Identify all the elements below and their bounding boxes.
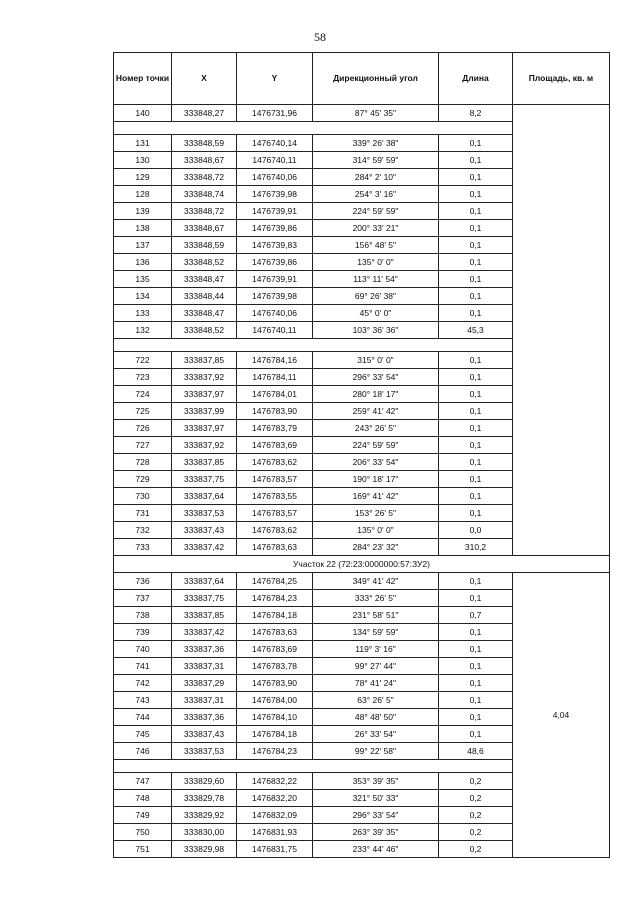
y-cell: 1476784,25 — [237, 573, 313, 590]
length-cell: 0,1 — [439, 135, 513, 152]
x-cell: 333848,52 — [172, 322, 237, 339]
y-cell: 1476832,22 — [237, 773, 313, 790]
length-cell: 8,2 — [439, 105, 513, 122]
length-cell: 0,1 — [439, 590, 513, 607]
angle-cell: 349° 41' 42" — [313, 573, 439, 590]
point-number-cell: 733 — [114, 539, 172, 556]
angle-cell: 259° 41' 42" — [313, 403, 439, 420]
angle-cell: 200° 33' 21" — [313, 220, 439, 237]
x-cell: 333837,64 — [172, 488, 237, 505]
point-number-cell: 725 — [114, 403, 172, 420]
length-cell: 0,2 — [439, 824, 513, 841]
spacer-cell — [114, 122, 513, 135]
y-cell: 1476783,63 — [237, 539, 313, 556]
header-angle: Дирекционный угол — [313, 53, 439, 105]
x-cell: 333848,72 — [172, 203, 237, 220]
y-cell: 1476784,18 — [237, 607, 313, 624]
length-cell: 0,7 — [439, 607, 513, 624]
point-number-cell: 738 — [114, 607, 172, 624]
angle-cell: 353° 39' 35" — [313, 773, 439, 790]
point-number-cell: 736 — [114, 573, 172, 590]
length-cell: 0,1 — [439, 288, 513, 305]
x-cell: 333848,59 — [172, 135, 237, 152]
point-number-cell: 138 — [114, 220, 172, 237]
length-cell: 0,1 — [439, 675, 513, 692]
y-cell: 1476731,96 — [237, 105, 313, 122]
header-length: Длина — [439, 53, 513, 105]
length-cell: 0,1 — [439, 471, 513, 488]
y-cell: 1476784,23 — [237, 590, 313, 607]
point-number-cell: 137 — [114, 237, 172, 254]
angle-cell: 99° 27' 44" — [313, 658, 439, 675]
table-row — [114, 105, 610, 122]
length-cell: 0,0 — [439, 522, 513, 539]
length-cell: 0,1 — [439, 152, 513, 169]
y-cell: 1476783,63 — [237, 624, 313, 641]
x-cell: 333848,52 — [172, 254, 237, 271]
angle-cell: 135° 0' 0" — [313, 522, 439, 539]
point-number-cell: 741 — [114, 658, 172, 675]
y-cell: 1476739,83 — [237, 237, 313, 254]
angle-cell: 78° 41' 24" — [313, 675, 439, 692]
x-cell: 333837,53 — [172, 505, 237, 522]
y-cell: 1476832,09 — [237, 807, 313, 824]
point-number-cell: 132 — [114, 322, 172, 339]
length-cell: 0,1 — [439, 420, 513, 437]
y-cell: 1476831,75 — [237, 841, 313, 858]
x-cell: 333837,85 — [172, 352, 237, 369]
header-point-number: Номер точки — [114, 53, 172, 105]
x-cell: 333837,31 — [172, 692, 237, 709]
x-cell: 333837,92 — [172, 437, 237, 454]
area-cell: 4,04 — [513, 573, 610, 858]
length-cell: 0,1 — [439, 454, 513, 471]
x-cell: 333848,47 — [172, 305, 237, 322]
point-number-cell: 136 — [114, 254, 172, 271]
length-cell: 0,1 — [439, 220, 513, 237]
x-cell: 333837,64 — [172, 573, 237, 590]
length-cell: 0,1 — [439, 437, 513, 454]
point-number-cell: 737 — [114, 590, 172, 607]
length-cell: 0,1 — [439, 488, 513, 505]
y-cell: 1476783,55 — [237, 488, 313, 505]
length-cell: 0,1 — [439, 403, 513, 420]
y-cell: 1476740,14 — [237, 135, 313, 152]
point-number-cell: 742 — [114, 675, 172, 692]
y-cell: 1476831,93 — [237, 824, 313, 841]
y-cell: 1476783,62 — [237, 522, 313, 539]
angle-cell: 69° 26' 38" — [313, 288, 439, 305]
spacer-cell — [114, 760, 513, 773]
point-number-cell: 128 — [114, 186, 172, 203]
angle-cell: 233° 44' 46" — [313, 841, 439, 858]
angle-cell: 63° 26' 5" — [313, 692, 439, 709]
length-cell: 0,2 — [439, 807, 513, 824]
y-cell: 1476740,06 — [237, 169, 313, 186]
length-cell: 0,1 — [439, 505, 513, 522]
angle-cell: 315° 0' 0" — [313, 352, 439, 369]
angle-cell: 48° 48' 50" — [313, 709, 439, 726]
y-cell: 1476739,98 — [237, 186, 313, 203]
length-cell: 0,1 — [439, 624, 513, 641]
x-cell: 333837,75 — [172, 471, 237, 488]
length-cell: 0,1 — [439, 709, 513, 726]
angle-cell: 45° 0' 0" — [313, 305, 439, 322]
point-number-cell: 739 — [114, 624, 172, 641]
length-cell: 0,1 — [439, 641, 513, 658]
angle-cell: 339° 26' 38" — [313, 135, 439, 152]
x-cell: 333829,98 — [172, 841, 237, 858]
point-number-cell: 729 — [114, 471, 172, 488]
point-number-cell: 140 — [114, 105, 172, 122]
x-cell: 333837,42 — [172, 539, 237, 556]
y-cell: 1476740,06 — [237, 305, 313, 322]
angle-cell: 153° 26' 5" — [313, 505, 439, 522]
angle-cell: 87° 45' 35" — [313, 105, 439, 122]
angle-cell: 26° 33' 54" — [313, 726, 439, 743]
point-number-cell: 726 — [114, 420, 172, 437]
x-cell: 333848,44 — [172, 288, 237, 305]
header-area: Площадь, кв. м — [513, 53, 610, 105]
length-cell: 0,1 — [439, 169, 513, 186]
angle-cell: 99° 22' 58" — [313, 743, 439, 760]
x-cell: 333837,92 — [172, 369, 237, 386]
length-cell: 0,1 — [439, 386, 513, 403]
coordinates-table — [113, 52, 610, 858]
point-number-cell: 731 — [114, 505, 172, 522]
point-number-cell: 722 — [114, 352, 172, 369]
angle-cell: 254° 3' 16" — [313, 186, 439, 203]
header-x: X — [172, 53, 237, 105]
x-cell: 333837,97 — [172, 386, 237, 403]
y-cell: 1476783,57 — [237, 471, 313, 488]
point-number-cell: 135 — [114, 271, 172, 288]
x-cell: 333837,43 — [172, 726, 237, 743]
point-number-cell: 131 — [114, 135, 172, 152]
angle-cell: 333° 26' 5" — [313, 590, 439, 607]
x-cell: 333829,60 — [172, 773, 237, 790]
point-number-cell: 727 — [114, 437, 172, 454]
y-cell: 1476784,01 — [237, 386, 313, 403]
table-row — [114, 573, 610, 590]
y-cell: 1476739,91 — [237, 203, 313, 220]
y-cell: 1476784,11 — [237, 369, 313, 386]
y-cell: 1476783,78 — [237, 658, 313, 675]
point-number-cell: 751 — [114, 841, 172, 858]
y-cell: 1476784,10 — [237, 709, 313, 726]
x-cell: 333829,92 — [172, 807, 237, 824]
angle-cell: 284° 2' 10" — [313, 169, 439, 186]
point-number-cell: 746 — [114, 743, 172, 760]
length-cell: 0,1 — [439, 369, 513, 386]
length-cell: 0,2 — [439, 790, 513, 807]
x-cell: 333837,42 — [172, 624, 237, 641]
length-cell: 0,1 — [439, 237, 513, 254]
y-cell: 1476783,69 — [237, 641, 313, 658]
point-number-cell: 723 — [114, 369, 172, 386]
length-cell: 0,1 — [439, 186, 513, 203]
y-cell: 1476739,86 — [237, 220, 313, 237]
length-cell: 0,1 — [439, 305, 513, 322]
x-cell: 333830,00 — [172, 824, 237, 841]
table-header-row — [114, 53, 610, 105]
angle-cell: 224° 59' 59" — [313, 437, 439, 454]
point-number-cell: 749 — [114, 807, 172, 824]
point-number-cell: 133 — [114, 305, 172, 322]
length-cell: 0,1 — [439, 254, 513, 271]
angle-cell: 119° 3' 16" — [313, 641, 439, 658]
point-number-cell: 745 — [114, 726, 172, 743]
x-cell: 333848,74 — [172, 186, 237, 203]
x-cell: 333848,67 — [172, 152, 237, 169]
y-cell: 1476784,18 — [237, 726, 313, 743]
point-number-cell: 730 — [114, 488, 172, 505]
y-cell: 1476783,90 — [237, 675, 313, 692]
x-cell: 333837,85 — [172, 607, 237, 624]
angle-cell: 103° 36' 36" — [313, 322, 439, 339]
length-cell: 0,1 — [439, 271, 513, 288]
y-cell: 1476783,90 — [237, 403, 313, 420]
angle-cell: 243° 26' 5" — [313, 420, 439, 437]
angle-cell: 314° 59' 59" — [313, 152, 439, 169]
angle-cell: 206° 33' 54" — [313, 454, 439, 471]
x-cell: 333837,53 — [172, 743, 237, 760]
x-cell: 333848,67 — [172, 220, 237, 237]
x-cell: 333837,31 — [172, 658, 237, 675]
x-cell: 333848,72 — [172, 169, 237, 186]
spacer-cell — [114, 339, 513, 352]
y-cell: 1476739,86 — [237, 254, 313, 271]
angle-cell: 113° 11' 54" — [313, 271, 439, 288]
angle-cell: 321° 50' 33" — [313, 790, 439, 807]
length-cell: 0,1 — [439, 658, 513, 675]
length-cell: 0,1 — [439, 352, 513, 369]
y-cell: 1476783,69 — [237, 437, 313, 454]
point-number-cell: 732 — [114, 522, 172, 539]
length-cell: 0,2 — [439, 841, 513, 858]
x-cell: 333837,75 — [172, 590, 237, 607]
y-cell: 1476739,91 — [237, 271, 313, 288]
y-cell: 1476783,79 — [237, 420, 313, 437]
angle-cell: 296° 33' 54" — [313, 369, 439, 386]
point-number-cell: 748 — [114, 790, 172, 807]
x-cell: 333848,59 — [172, 237, 237, 254]
angle-cell: 134° 59' 59" — [313, 624, 439, 641]
x-cell: 333837,29 — [172, 675, 237, 692]
y-cell: 1476740,11 — [237, 322, 313, 339]
point-number-cell: 129 — [114, 169, 172, 186]
angle-cell: 284° 23' 32" — [313, 539, 439, 556]
length-cell: 45,3 — [439, 322, 513, 339]
point-number-cell: 750 — [114, 824, 172, 841]
point-number-cell: 724 — [114, 386, 172, 403]
y-cell: 1476739,98 — [237, 288, 313, 305]
x-cell: 333837,99 — [172, 403, 237, 420]
y-cell: 1476783,57 — [237, 505, 313, 522]
angle-cell: 231° 58' 51" — [313, 607, 439, 624]
length-cell: 0,1 — [439, 692, 513, 709]
point-number-cell: 139 — [114, 203, 172, 220]
point-number-cell: 130 — [114, 152, 172, 169]
section-title: Участок 22 (72:23:0000000:57:ЗУ2) — [114, 556, 610, 573]
angle-cell: 190° 18' 17" — [313, 471, 439, 488]
angle-cell: 224° 59' 59" — [313, 203, 439, 220]
point-number-cell: 743 — [114, 692, 172, 709]
x-cell: 333837,36 — [172, 709, 237, 726]
length-cell: 0,1 — [439, 726, 513, 743]
y-cell: 1476740,11 — [237, 152, 313, 169]
point-number-cell: 740 — [114, 641, 172, 658]
angle-cell: 169° 41' 42" — [313, 488, 439, 505]
point-number-cell: 728 — [114, 454, 172, 471]
x-cell: 333837,36 — [172, 641, 237, 658]
point-number-cell: 134 — [114, 288, 172, 305]
point-number-cell: 747 — [114, 773, 172, 790]
length-cell: 0,1 — [439, 203, 513, 220]
length-cell: 0,1 — [439, 573, 513, 590]
x-cell: 333848,27 — [172, 105, 237, 122]
header-y: Y — [237, 53, 313, 105]
y-cell: 1476832,20 — [237, 790, 313, 807]
page-number: 58 — [314, 30, 326, 44]
x-cell: 333829,78 — [172, 790, 237, 807]
y-cell: 1476784,23 — [237, 743, 313, 760]
y-cell: 1476784,00 — [237, 692, 313, 709]
length-cell: 0,2 — [439, 773, 513, 790]
length-cell: 48,6 — [439, 743, 513, 760]
x-cell: 333837,85 — [172, 454, 237, 471]
angle-cell: 135° 0' 0" — [313, 254, 439, 271]
point-number-cell: 744 — [114, 709, 172, 726]
angle-cell: 156° 48' 5" — [313, 237, 439, 254]
y-cell: 1476783,62 — [237, 454, 313, 471]
x-cell: 333837,97 — [172, 420, 237, 437]
x-cell: 333848,47 — [172, 271, 237, 288]
x-cell: 333837,43 — [172, 522, 237, 539]
angle-cell: 296° 33' 54" — [313, 807, 439, 824]
angle-cell: 263° 39' 35" — [313, 824, 439, 841]
angle-cell: 280° 18' 17" — [313, 386, 439, 403]
y-cell: 1476784,16 — [237, 352, 313, 369]
area-cell — [513, 105, 610, 556]
length-cell: 310,2 — [439, 539, 513, 556]
section-row — [114, 556, 610, 573]
